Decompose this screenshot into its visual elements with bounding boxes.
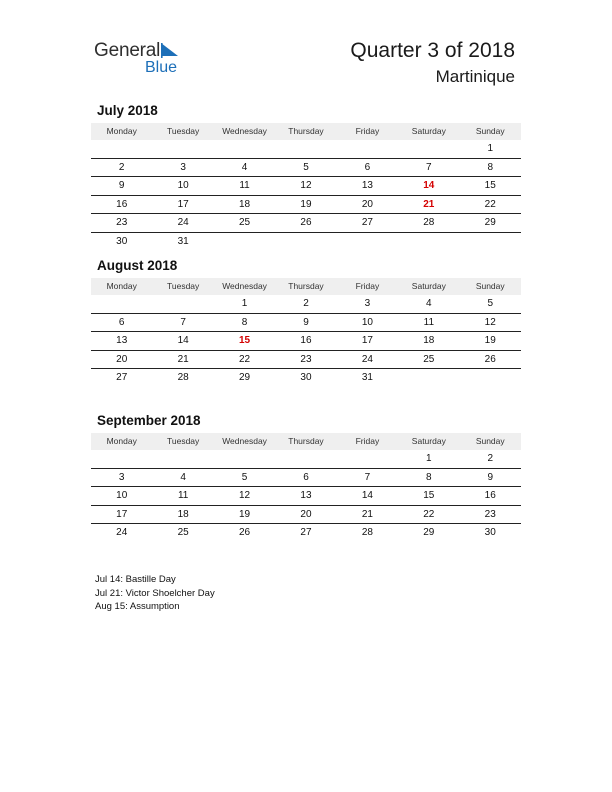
empty-day-cell (214, 140, 275, 158)
week-row (91, 214, 521, 233)
weekday-label: Friday (355, 281, 380, 291)
day-cell: 2 (487, 453, 494, 464)
day-cell: 21 (423, 198, 435, 210)
week-row (91, 524, 521, 542)
day-cell: 7 (426, 161, 432, 173)
week-row (91, 487, 521, 506)
day-cell: 12 (300, 180, 312, 191)
empty-day-cell (214, 233, 275, 251)
weekday-label: Thursday (288, 126, 324, 136)
day-cell: 8 (487, 161, 494, 173)
week-row (91, 469, 521, 488)
day-cell: 9 (118, 180, 125, 191)
day-cell: 30 (116, 235, 128, 247)
day-cell: 27 (300, 527, 312, 538)
day-cell: 8 (426, 471, 432, 483)
day-cell: 12 (238, 490, 251, 501)
empty-day-cell (275, 140, 336, 158)
day-cell: 22 (238, 353, 251, 365)
logo-text-general: General (94, 40, 161, 61)
day-cell: 4 (180, 471, 186, 483)
day-cell: 11 (423, 316, 435, 328)
day-cell: 11 (177, 490, 189, 501)
day-cell: 26 (300, 217, 312, 228)
calendar-grid (91, 278, 521, 387)
day-cell: 29 (423, 527, 435, 538)
weekday-header (91, 278, 521, 295)
day-cell: 2 (303, 298, 309, 309)
weekday-label: Monday (106, 436, 137, 446)
day-cell: 16 (484, 490, 496, 501)
day-cell: 28 (361, 527, 373, 538)
day-cell: 14 (423, 180, 435, 191)
day-cell: 25 (177, 527, 189, 538)
weekday-label: Tuesday (166, 281, 200, 291)
day-cell: 16 (300, 335, 312, 346)
day-cell: 6 (364, 161, 371, 173)
empty-day-cell (152, 450, 213, 468)
day-cell: 13 (361, 180, 373, 191)
day-cell: 14 (177, 335, 189, 346)
empty-day-cell (460, 369, 521, 387)
day-cell: 3 (180, 161, 186, 173)
day-cell: 24 (361, 353, 373, 365)
empty-day-cell (91, 450, 152, 468)
day-cell: 30 (484, 527, 496, 538)
empty-day-cell (275, 233, 336, 251)
day-cell: 21 (361, 508, 373, 520)
weekday-label: Monday (106, 126, 137, 136)
day-cell: 25 (423, 353, 435, 365)
day-cell: 24 (116, 527, 128, 538)
month-title: July 2018 (97, 103, 158, 118)
weekday-label: Sunday (475, 281, 505, 291)
day-cell: 18 (423, 335, 435, 346)
month-title: August 2018 (97, 258, 178, 273)
day-cell: 13 (116, 335, 128, 346)
day-cell: 7 (180, 316, 186, 328)
day-cell: 14 (361, 490, 373, 501)
day-cell: 29 (238, 372, 251, 383)
day-cell: 15 (484, 180, 496, 191)
day-cell: 5 (241, 471, 248, 483)
day-cell: 10 (116, 490, 128, 501)
month-title: September 2018 (97, 413, 201, 428)
day-cell: 17 (361, 335, 373, 346)
day-cell: 22 (484, 198, 496, 210)
calendar-grid (91, 123, 521, 250)
empty-day-cell (460, 233, 521, 251)
day-cell: 21 (177, 353, 189, 365)
day-cell: 31 (177, 235, 189, 247)
day-cell: 6 (118, 316, 125, 328)
day-cell: 10 (361, 316, 373, 328)
weekday-label: Tuesday (166, 126, 200, 136)
triangle-flag-icon (161, 43, 179, 59)
day-cell: 9 (303, 316, 309, 328)
day-cell: 23 (116, 217, 128, 228)
holiday-notes (95, 573, 215, 614)
month-august (91, 258, 521, 387)
day-cell: 17 (177, 198, 189, 210)
week-row (91, 196, 521, 215)
weekday-label: Sunday (475, 126, 505, 136)
logo-text-blue: Blue (145, 59, 178, 76)
week-row (91, 295, 521, 314)
day-cell: 18 (238, 198, 251, 210)
day-cell: 23 (300, 353, 312, 365)
day-cell: 15 (238, 335, 251, 346)
weekday-label: Wednesday (222, 436, 267, 446)
page-subtitle: Martinique (435, 67, 515, 86)
day-cell: 15 (423, 490, 435, 501)
holiday-note: Jul 21: Victor Shoelcher Day (95, 587, 215, 599)
day-cell: 19 (300, 198, 312, 210)
holiday-note: Aug 15: Assumption (95, 601, 180, 612)
day-cell: 13 (300, 490, 312, 501)
day-cell: 4 (241, 161, 248, 173)
week-row (91, 177, 521, 196)
day-cell: 31 (361, 372, 373, 383)
week-row (91, 140, 521, 159)
empty-day-cell (337, 233, 398, 251)
weekday-label: Monday (106, 281, 137, 291)
empty-day-cell (91, 140, 152, 158)
empty-day-cell (152, 295, 213, 313)
month-september (91, 413, 521, 542)
empty-day-cell (398, 369, 459, 387)
day-cell: 19 (238, 508, 251, 520)
day-cell: 8 (241, 316, 248, 328)
day-cell: 28 (423, 217, 435, 228)
day-cell: 4 (426, 298, 432, 309)
logo (94, 40, 194, 80)
day-cell: 29 (484, 217, 496, 228)
day-cell: 20 (300, 508, 312, 520)
day-cell: 27 (116, 372, 128, 383)
empty-day-cell (275, 450, 336, 468)
page-title: Quarter 3 of 2018 (350, 39, 515, 62)
empty-day-cell (152, 140, 213, 158)
weekday-label: Tuesday (166, 436, 200, 446)
day-cell: 26 (484, 353, 496, 365)
day-cell: 3 (118, 471, 125, 483)
weekday-label: Sunday (475, 436, 505, 446)
holiday-note: Jul 14: Bastille Day (95, 574, 176, 585)
day-cell: 1 (241, 298, 248, 309)
empty-day-cell (91, 295, 152, 313)
day-cell: 24 (177, 217, 189, 228)
day-cell: 6 (303, 471, 309, 483)
week-row (91, 506, 521, 525)
day-cell: 9 (487, 471, 494, 483)
weekday-label: Wednesday (222, 126, 267, 136)
week-row (91, 314, 521, 333)
month-july (91, 103, 521, 250)
weekday-label: Wednesday (222, 281, 267, 291)
day-cell: 30 (300, 372, 312, 383)
day-cell: 19 (484, 335, 496, 346)
day-cell: 3 (364, 298, 371, 309)
empty-day-cell (337, 140, 398, 158)
day-cell: 12 (484, 316, 496, 328)
week-row (91, 450, 521, 469)
day-cell: 23 (484, 508, 496, 520)
day-cell: 5 (303, 161, 309, 173)
day-cell: 22 (423, 508, 435, 520)
weekday-label: Friday (355, 126, 380, 136)
weekday-label: Saturday (411, 126, 446, 136)
day-cell: 2 (118, 161, 125, 173)
day-cell: 27 (361, 217, 373, 228)
empty-day-cell (214, 450, 275, 468)
week-row (91, 159, 521, 178)
empty-day-cell (398, 140, 459, 158)
weekday-label: Friday (355, 436, 380, 446)
day-cell: 16 (116, 198, 128, 210)
empty-day-cell (398, 233, 459, 251)
weekday-label: Thursday (288, 436, 324, 446)
day-cell: 5 (487, 298, 494, 309)
day-cell: 11 (239, 180, 250, 191)
week-row (91, 332, 521, 351)
week-row (91, 369, 521, 387)
weekday-label: Saturday (411, 436, 446, 446)
day-cell: 20 (361, 198, 373, 210)
day-cell: 7 (364, 471, 371, 483)
day-cell: 28 (177, 372, 189, 383)
day-cell: 10 (177, 180, 189, 191)
day-cell: 17 (116, 508, 128, 520)
calendar-grid (91, 433, 521, 542)
day-cell: 1 (487, 143, 494, 154)
weekday-label: Saturday (411, 281, 446, 291)
empty-day-cell (337, 450, 398, 468)
day-cell: 18 (177, 508, 189, 520)
weekday-label: Thursday (288, 281, 324, 291)
week-row (91, 351, 521, 370)
weekday-header (91, 433, 521, 450)
weekday-header (91, 123, 521, 140)
day-cell: 26 (238, 527, 251, 538)
day-cell: 20 (116, 353, 128, 365)
day-cell: 25 (238, 217, 251, 228)
day-cell: 1 (426, 453, 432, 464)
week-row (91, 233, 521, 251)
